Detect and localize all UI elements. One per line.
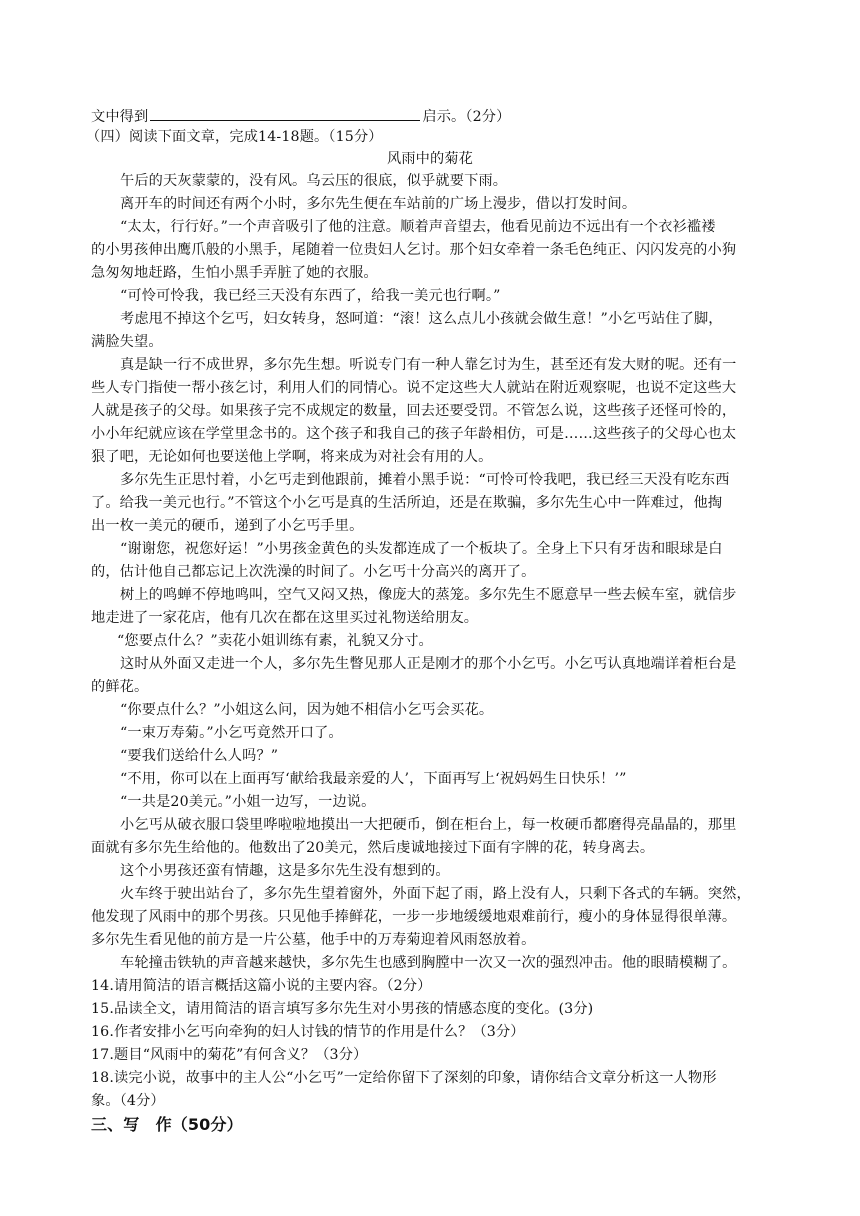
paragraph-line: 面就有多尔先生给他的。他数出了20美元，然后虔诚地接过下面有字牌的花，转身离去。 [91, 840, 655, 856]
paragraph-line: 地走进了一家花店，他有几次在都在这里买过礼物送给朋友。 [91, 610, 479, 626]
paragraph-line: 的鲜花。 [91, 679, 149, 695]
fill-blank-line [91, 106, 510, 128]
paragraph-line: “太太，行行好。”一个声音吸引了他的注意。顺着声音望去，他看见前边不远出有一个衣衫褴褛 [120, 219, 716, 235]
question-14: 14.请用简洁的语言概括这篇小说的主要内容。（2分） [91, 978, 432, 994]
paragraph-line: 车轮撞击铁轨的声音越来越快，多尔先生也感到胸膛中一次又一次的强烈冲击。他的眼睛模糊了。 [120, 955, 737, 971]
section-heading-writing: 三、写 作（50分） [91, 1115, 243, 1134]
paragraph-line: “一共是20美元。”小姐一边写，一边说。 [120, 794, 376, 810]
paragraph-line: “可怜可怜我，我已经三天没有东西了，给我一美元也行啊。” [120, 288, 501, 304]
paragraph-line: 考虑甩不掉这个乞丐，妇女转身，怒呵道：“滚！这么点儿小孩就会做生意！”小乞丐站住了脚， [120, 311, 723, 327]
question-18-continued: 象。（4分） [91, 1093, 165, 1109]
paragraph-line: 这时从外面又走进一个人，多尔先生瞥见那人正是刚才的那个小乞丐。小乞丐认真地端详着柜台是 [120, 656, 737, 672]
paragraph-line: 他发现了风雨中的那个男孩。只见他手捧鲜花，一步一步地缓缓地艰难前行，瘦小的身体显得很单薄。 [91, 909, 737, 925]
paragraph-line: 出一枚一美元的硬币，递到了小乞丐手里。 [91, 518, 364, 534]
answer-blank[interactable] [150, 106, 420, 121]
question-17: 17.题目“风雨中的菊花”有何含义？（3分） [91, 1047, 368, 1063]
paragraph-line: “谢谢您，祝您好运！”小男孩金黄色的头发都连成了一个板块了。全身上下只有牙齿和眼球是白 [120, 541, 723, 557]
paragraph-line: 些人专门指使一帮小孩乞讨，利用人们的同情心。说不定这些大人就站在附近观察呢，也说不定这些大 [91, 380, 737, 396]
paragraph-line: 离开车的时间还有两个小时，多尔先生便在车站前的广场上漫步，借以打发时间。 [120, 196, 637, 212]
paragraph-line: 多尔先生看见他的前方是一片公墓，他手中的万寿菊迎着风雨怒放着。 [91, 932, 536, 948]
paragraph-line: 人就是孩子的父母。如果孩子完不成规定的数量，回去还要受罚。不管怎么说，这些孩子还怪可怜的， [91, 403, 737, 419]
paragraph-line: 满脸失望。 [91, 334, 163, 350]
paragraph-line: “你要点什么？”小姐这么问，因为她不相信小乞丐会买花。 [120, 702, 494, 718]
paragraph-line: 小小年纪就应该在学堂里念书的。这个孩子和我自己的孩子年龄相仿，可是……这些孩子的父母心也太 [91, 426, 737, 442]
paragraph-line: 的，估计他自己都忘记上次洗澡的时间了。小乞丐十分高兴的离开了。 [91, 564, 536, 580]
blank-suffix: 启示。（2分） [422, 109, 511, 125]
paragraph-line: 的小男孩伸出鹰爪般的小黑手，尾随着一位贵妇人乞讨。那个妇女牵着一条毛色纯正、闪闪发亮的小狗 [91, 242, 737, 258]
paragraph-line: 急匆匆地赶路，生怕小黑手弄脏了她的衣服。 [91, 265, 378, 281]
paragraph-line: 小乞丐从破衣服口袋里哗啦啦地摸出一大把硬币，倒在柜台上，每一枚硬币都磨得亮晶晶的，那里 [120, 817, 737, 833]
paragraph-line: “您要点什么？”卖花小姐训练有素，礼貌又分寸。 [117, 633, 433, 649]
paragraph-line: “不用，你可以在上面再写‘献给我最亲爱的人’，下面再写上‘祝妈妈生日快乐！’” [120, 771, 627, 787]
section-instruction: （四）阅读下面文章，完成14-18题。（15分） [86, 129, 383, 145]
paragraph-line: 了。给我一美元也行。”不管这个小乞丐是真的生活所迫，还是在欺骗，多尔先生心中一阵难过，他掏 [91, 495, 723, 511]
paragraph-line: “要我们送给什么人吗？” [120, 748, 279, 764]
paragraph-line: 狠了吧，无论如何也要送他上学啊，将来成为对社会有用的人。 [91, 449, 493, 465]
paragraph-line: 真是缺一行不成世界，多尔先生想。听说专门有一种人靠乞讨为生，甚至还有发大财的呢。还有一 [120, 357, 737, 373]
paragraph-line: 这个小男孩还蛮有情趣，这是多尔先生没有想到的。 [120, 863, 450, 879]
paragraph-line: 多尔先生正思忖着，小乞丐走到他跟前，摊着小黑手说：“可怜可怜我吧，我已经三天没有吃东西 [120, 472, 730, 488]
story-title: 风雨中的菊花 [386, 151, 474, 167]
paragraph-line: 树上的鸣蝉不停地鸣叫，空气又闷又热，像庞大的蒸笼。多尔先生不愿意早一些去候车室，就信步 [120, 587, 737, 603]
question-15: 15.品读全文，请用简洁的语言填写多尔先生对小男孩的情感态度的变化。(3分) [91, 1001, 594, 1017]
paragraph-line: 火车终于驶出站台了，多尔先生望着窗外，外面下起了雨，路上没有人，只剩下各式的车辆。突然， [120, 886, 751, 902]
question-18: 18.读完小说，故事中的主人公“小乞丐”一定给你留下了深刻的印象，请你结合文章分析这一人物形 [91, 1070, 717, 1086]
blank-prefix: 文中得到 [91, 109, 149, 125]
paragraph-line: 午后的天灰蒙蒙的，没有风。乌云压的很底，似乎就要下雨。 [120, 173, 508, 189]
paragraph-line: “一束万寿菊。”小乞丐竟然开口了。 [120, 725, 343, 741]
question-16: 16.作者安排小乞丐向牵狗的妇人讨钱的情节的作用是什么？（3分） [91, 1024, 525, 1040]
